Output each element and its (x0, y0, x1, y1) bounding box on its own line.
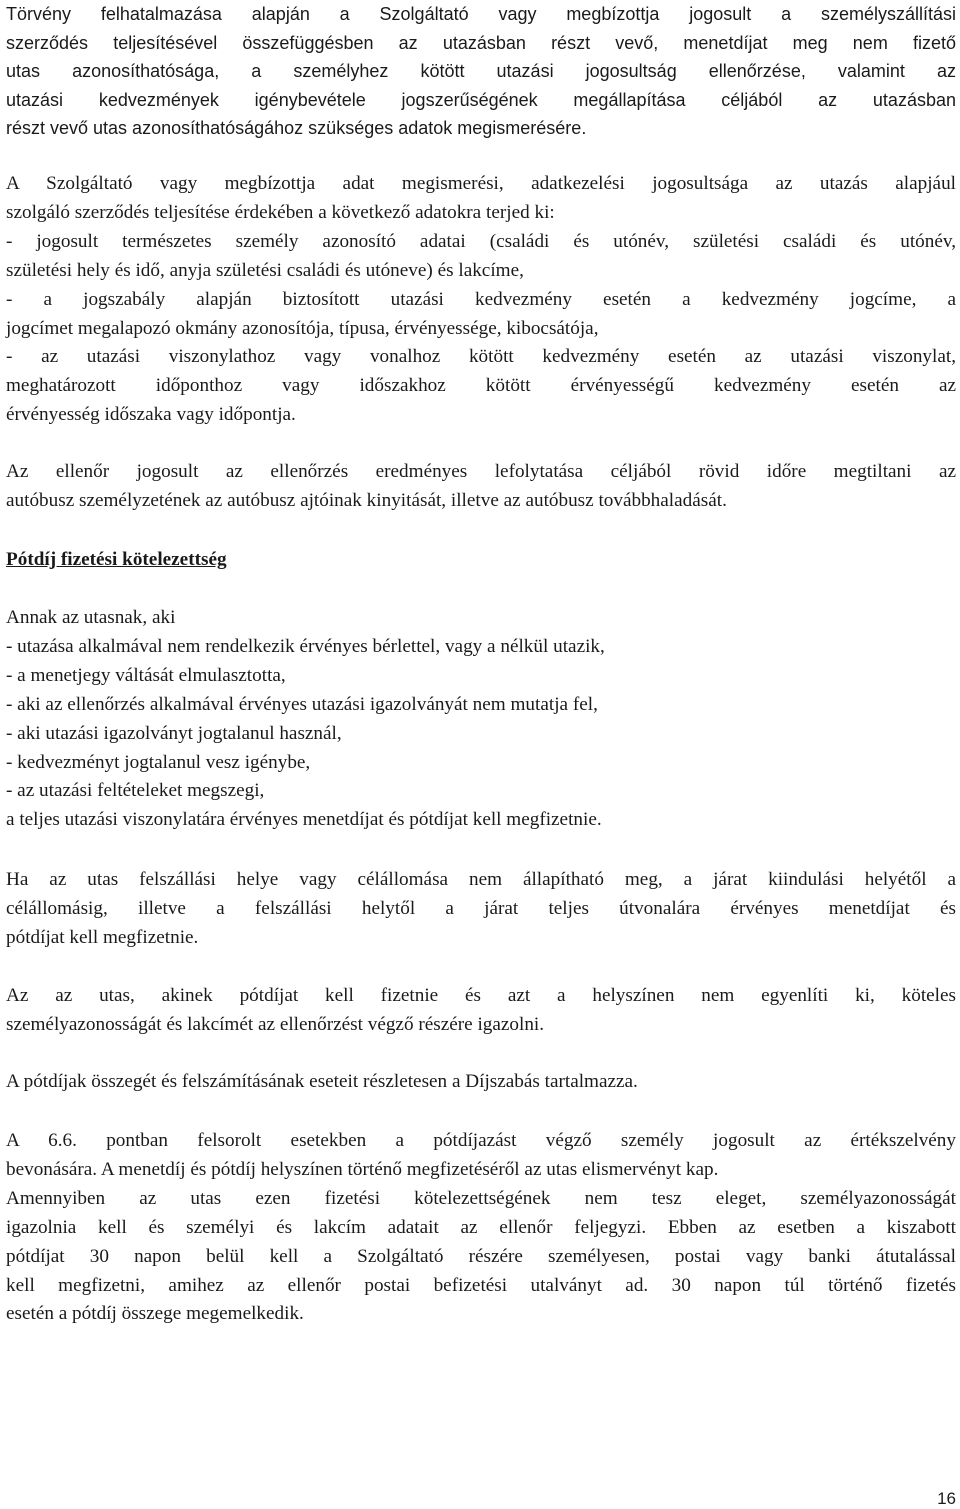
text-line: pótdíjat 30 napon belül kell a Szolgáltató részére személyesen, postai vagy banki átutalással (6, 1245, 956, 1267)
text-line: részt vevő utas azonosíthatóságához szükséges adatok megismerésére. (6, 118, 587, 139)
text-line: születési hely és idő, anyja születési családi és utóneve) és lakcíme, (6, 259, 524, 281)
text-line: A pótdíjak összegét és felszámításának eseteit részletesen a Díjszabás tartalmazza. (6, 1071, 638, 1092)
text-line: meghatározott időponthoz vagy időszakhoz kötött érvényességű kedvezmény esetén az (6, 375, 956, 397)
text-line: pótdíjat kell megfizetnie. (6, 926, 199, 948)
paragraph-data-collection-authority (6, 0, 956, 143)
text-line: autóbusz személyzetének az autóbusz ajtóinak kinyitását, illetve az autóbusz továbbhaladását. (6, 489, 727, 511)
text-line: - az utazási viszonylathoz vagy vonalhoz kötött kedvezmény esetén az utazási viszonylat, (6, 346, 956, 368)
text-line: kell megfizetni, amihez az ellenőr postai befizetési utalványt ad. 30 napon túl történő fizetés (6, 1274, 956, 1296)
text-line: személyazonosságát és lakcímét az ellenőrzést végző részére igazolni. (6, 1013, 545, 1035)
section-heading (6, 546, 956, 575)
text-line: igazolnia kell és személyi és lakcím adatait az ellenőr feljegyzi. Ebben az esetben a kiszabott (6, 1216, 956, 1238)
text-line: szolgáló szerződés teljesítése érdekében a következő adatokra terjed ki: (6, 201, 555, 223)
text-line: Az ellenőr jogosult az ellenőrzés eredményes lefolytatása céljából rövid időre megtiltani az (6, 461, 956, 482)
paragraph-identity-verification (6, 982, 956, 1040)
text-line: bevonására. A menetdíj és pótdíj helyszínen történő megfizetéséről az utas elismervényt kap. (6, 1158, 719, 1180)
text-line: szerződés teljesítésével összefüggésben az utazásban részt vevő, menetdíjat meg nem fizető (6, 32, 956, 53)
paragraph-tariff-reference (6, 1068, 956, 1097)
list-item: - a menetjegy váltását elmulasztotta, (6, 664, 286, 686)
text-line: A 6.6. pontban felsorolt esetekben a pótdíjazást végző személy jogosult az értékszelvény (6, 1130, 956, 1151)
text-line: esetén a pótdíj összege megemelkedik. (6, 1303, 304, 1325)
paragraph-inspector-rights (6, 458, 956, 516)
text-line: a teljes utazási viszonylatára érvényes menetdíjat és pótdíjat kell megfizetnie. (6, 809, 602, 831)
list-item: - kedvezményt jogtalanul vesz igénybe, (6, 751, 311, 773)
text-line: A Szolgáltató vagy megbízottja adat megismerési, adatkezelési jogosultsága az utazás alapjául (6, 173, 956, 194)
paragraph-data-scope (6, 170, 956, 430)
list-item: - aki utazási igazolványt jogtalanul használ, (6, 722, 342, 744)
text-line: érvényesség időszaka vagy időpontja. (6, 404, 296, 426)
text-line: utas azonosíthatósága, a személyhez kötött utazási jogosultság ellenőrzése, valamint az (6, 61, 956, 82)
list-item: - aki az ellenőrzés alkalmával érvényes utazási igazolványát nem mutatja fel, (6, 693, 598, 715)
text-line: Ha az utas felszállási helye vagy célállomása nem állapítható meg, a járat kiindulási helyétől a (6, 869, 956, 890)
section-heading-text: Pótdíj fizetési kötelezettség (6, 549, 227, 570)
paragraph-payment-procedure (6, 1127, 956, 1329)
text-line: - jogosult természetes személy azonosító adatai (családi és utónév, születési családi és utónév, (6, 230, 956, 252)
page-number: 16 (937, 1489, 956, 1508)
text-line: utazási kedvezmények igénybevétele jogszerűségének megállapítása céljából az utazásban (6, 89, 956, 110)
text-line: Amennyiben az utas ezen fizetési kötelezettségének nem tesz eleget, személyazonosságát (6, 1187, 956, 1209)
text-line: Törvény felhatalmazása alapján a Szolgáltató vagy megbízottja jogosult a személyszállítási (6, 4, 956, 24)
paragraph-penalty-cases (6, 604, 956, 835)
list-item: - az utazási feltételeket megszegi, (6, 780, 265, 802)
text-line: Az az utas, akinek pótdíjat kell fizetnie és azt a helyszínen nem egyenlíti ki, köteles (6, 985, 956, 1006)
text-line: célállomásig, illetve a felszállási helytől a járat teljes útvonalára érvényes menetdíjat és (6, 897, 956, 919)
text-line: - a jogszabály alapján biztosított utazási kedvezmény esetén a kedvezmény jogcíme, a (6, 288, 956, 310)
text-line: jogcímet megalapozó okmány azonosítója, típusa, érvényessége, kibocsátója, (6, 317, 599, 339)
text-line: Annak az utasnak, aki (6, 607, 176, 628)
list-item: - utazása alkalmával nem rendelkezik érvényes bérlettel, vagy a nélkül utazik, (6, 635, 605, 657)
paragraph-unknown-boarding (6, 866, 956, 953)
